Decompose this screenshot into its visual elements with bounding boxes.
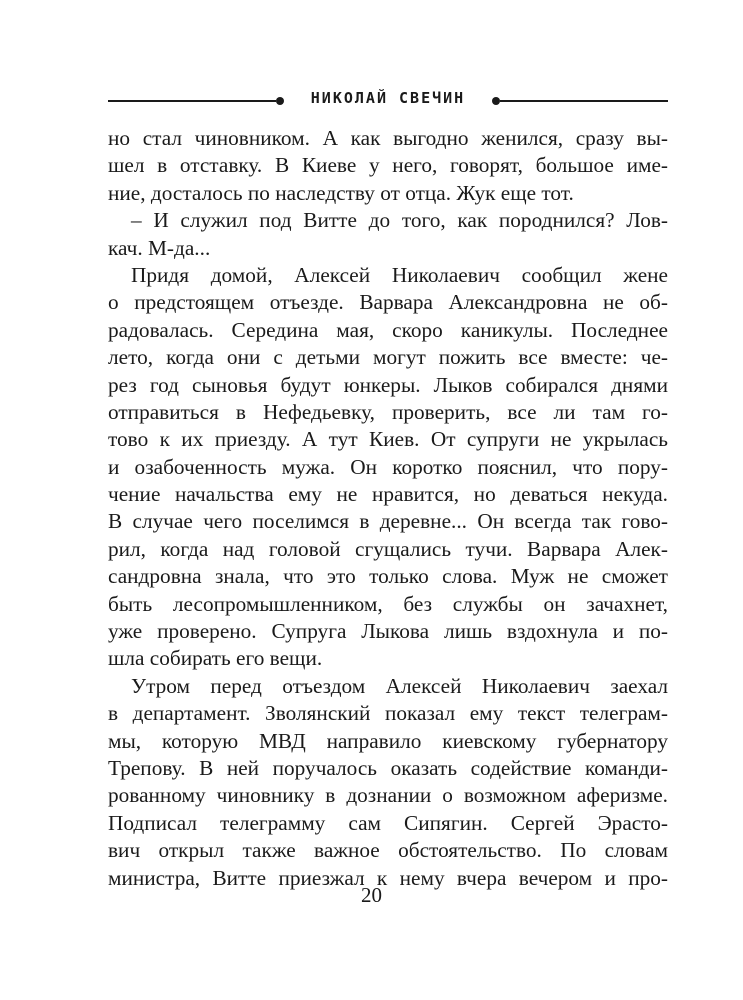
page-number: 20 bbox=[361, 883, 382, 907]
text-line: и озабоченность мужа. Он коротко пояснил, что пору- bbox=[108, 454, 668, 479]
text-line: лето, когда они с детьми могут пожить все вместе: че- bbox=[108, 345, 668, 370]
text-line: отправиться в Нефедьевку, проверить, все ли там го- bbox=[108, 399, 668, 424]
text-line: шел в отставку. В Киеве у него, говорят, большое име- bbox=[108, 153, 668, 178]
text-line: рил, когда над головой сгущались тучи. Варвара Алек- bbox=[108, 536, 668, 561]
body-text bbox=[108, 125, 668, 892]
text-line: радовалась. Середина мая, скоро каникулы. Последнее bbox=[108, 317, 668, 342]
text-line: рованному чиновнику в дознании о возможном аферизме. bbox=[108, 783, 668, 808]
header-rule-right bbox=[500, 100, 668, 102]
text-line: чение начальства ему не нравится, но деваться некуда. bbox=[108, 482, 668, 507]
text-line: В случае чего поселимся в деревне... Он всегда так гово- bbox=[108, 509, 668, 534]
text-line: министра, Витте приезжал к нему вчера вечером и про- bbox=[108, 865, 668, 890]
running-header bbox=[108, 88, 668, 112]
text-line: о предстоящем отъезде. Варвара Александровна не об- bbox=[108, 290, 668, 315]
text-line: рез год сыновья будут юнкеры. Лыков собирался днями bbox=[108, 372, 668, 397]
text-line: сандровна знала, что это только слова. Муж не сможет bbox=[108, 564, 668, 589]
text-line: ние, досталось по наследству от отца. Жук еще тот. bbox=[108, 180, 574, 205]
text-line: шла собирать его вещи. bbox=[108, 646, 323, 671]
header-dot-left bbox=[276, 97, 284, 105]
text-line: Подписал телеграмму сам Сипягин. Сергей Эрасто- bbox=[108, 810, 668, 835]
text-line: Придя домой, Алексей Николаевич сообщил жене bbox=[131, 262, 668, 287]
text-line: Трепову. В ней поручалось оказать содействие команди- bbox=[108, 755, 668, 780]
text-line: кач. М-да... bbox=[108, 235, 211, 260]
text-line: но стал чиновником. А как выгодно женился, сразу вы- bbox=[108, 126, 668, 150]
text-line: уже проверено. Супруга Лыкова лишь вздохнула и по- bbox=[108, 619, 668, 644]
header-dot-right bbox=[492, 97, 500, 105]
text-line: вич открыл также важное обстоятельство. По словам bbox=[108, 838, 668, 863]
text-line: тово к их приезду. А тут Киев. От супруги не укрылась bbox=[108, 427, 668, 452]
text-line: Утром перед отъездом Алексей Николаевич заехал bbox=[131, 673, 668, 698]
text-line: в департамент. Зволянский показал ему текст телеграм- bbox=[108, 701, 668, 726]
text-line: – И служил под Витте до того, как породнился? Лов- bbox=[131, 208, 668, 233]
text-line: мы, которую МВД направило киевскому губернатору bbox=[108, 728, 668, 753]
header-author: НИКОЛАЙ СВЕЧИН bbox=[310, 89, 466, 107]
text-line: быть лесопромышленником, без службы он зачахнет, bbox=[108, 591, 668, 616]
header-rule-left bbox=[108, 100, 276, 102]
